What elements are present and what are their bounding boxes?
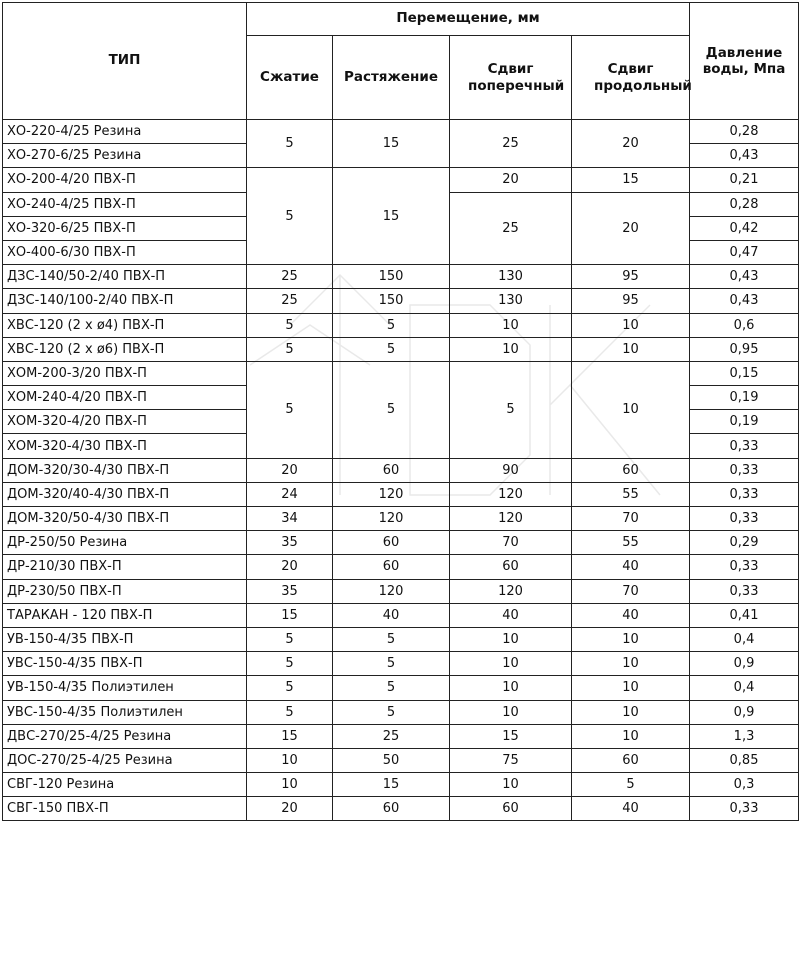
pressure-cell: 0,33 [690, 482, 799, 506]
shear-longitudinal-cell: 60 [572, 748, 690, 772]
pressure-cell: 0,15 [690, 361, 799, 385]
tension-cell: 5 [333, 337, 450, 361]
pressure-cell: 0,4 [690, 676, 799, 700]
compression-cell: 5 [247, 337, 333, 361]
table-row [3, 797, 799, 821]
pressure-cell: 0,42 [690, 216, 799, 240]
shear-transverse-cell: 120 [450, 507, 572, 531]
pressure-cell: 1,3 [690, 724, 799, 748]
table-row [3, 603, 799, 627]
compression-cell: 35 [247, 531, 333, 555]
table-row [3, 555, 799, 579]
header-tension: Растяжение [333, 36, 450, 120]
type-cell: ДВС-270/25-4/25 Резина [3, 724, 247, 748]
displacement-table [2, 2, 799, 821]
compression-cell: 24 [247, 482, 333, 506]
shear-longitudinal-cell: 40 [572, 603, 690, 627]
compression-cell: 10 [247, 773, 333, 797]
table-row [3, 652, 799, 676]
pressure-cell: 0,47 [690, 240, 799, 264]
shear-transverse-cell: 20 [450, 168, 572, 192]
table-row [3, 458, 799, 482]
table-row [3, 265, 799, 289]
shear-transverse-cell: 10 [450, 627, 572, 651]
shear-longitudinal-cell: 70 [572, 579, 690, 603]
type-cell: ХО-200-4/20 ПВХ-П [3, 168, 247, 192]
type-cell: УВС-150-4/35 ПВХ-П [3, 652, 247, 676]
tension-cell: 50 [333, 748, 450, 772]
compression-cell: 20 [247, 458, 333, 482]
shear-longitudinal-cell: 10 [572, 724, 690, 748]
shear-transverse-cell: 90 [450, 458, 572, 482]
compression-cell: 10 [247, 748, 333, 772]
shear-longitudinal-cell: 5 [572, 773, 690, 797]
shear-transverse-cell: 10 [450, 700, 572, 724]
shear-transverse-cell: 25 [450, 192, 572, 265]
compression-cell: 5 [247, 627, 333, 651]
table-row [3, 120, 799, 144]
pressure-cell: 0,4 [690, 627, 799, 651]
type-cell: ХО-400-6/30 ПВХ-П [3, 240, 247, 264]
shear-transverse-cell: 25 [450, 120, 572, 168]
tension-cell: 5 [333, 627, 450, 651]
shear-transverse-cell: 10 [450, 773, 572, 797]
compression-cell: 25 [247, 289, 333, 313]
table-row [3, 773, 799, 797]
shear-transverse-cell: 60 [450, 555, 572, 579]
type-cell: ХО-240-4/25 ПВХ-П [3, 192, 247, 216]
shear-longitudinal-cell: 95 [572, 265, 690, 289]
type-cell: ДОМ-320/50-4/30 ПВХ-П [3, 507, 247, 531]
pressure-cell: 0,33 [690, 458, 799, 482]
shear-longitudinal-cell: 40 [572, 797, 690, 821]
type-cell: ДОС-270/25-4/25 Резина [3, 748, 247, 772]
pressure-cell: 0,43 [690, 289, 799, 313]
shear-longitudinal-cell: 10 [572, 700, 690, 724]
shear-longitudinal-cell: 55 [572, 531, 690, 555]
type-cell: ДР-230/50 ПВХ-П [3, 579, 247, 603]
pressure-cell: 0,29 [690, 531, 799, 555]
tension-cell: 5 [333, 652, 450, 676]
tension-cell: 5 [333, 676, 450, 700]
pressure-cell: 0,85 [690, 748, 799, 772]
pressure-cell: 0,41 [690, 603, 799, 627]
shear-transverse-cell: 10 [450, 676, 572, 700]
shear-transverse-cell: 70 [450, 531, 572, 555]
table-row [3, 676, 799, 700]
type-cell: ХО-270-6/25 Резина [3, 144, 247, 168]
tension-cell: 120 [333, 579, 450, 603]
pressure-cell: 0,9 [690, 652, 799, 676]
shear-transverse-cell: 120 [450, 579, 572, 603]
table-row [3, 482, 799, 506]
pressure-cell: 0,21 [690, 168, 799, 192]
pressure-cell: 0,33 [690, 507, 799, 531]
table-row [3, 748, 799, 772]
type-cell: ХОМ-200-3/20 ПВХ-П [3, 361, 247, 385]
tension-cell: 150 [333, 289, 450, 313]
type-cell: ДР-250/50 Резина [3, 531, 247, 555]
pressure-cell: 0,95 [690, 337, 799, 361]
tension-cell: 60 [333, 555, 450, 579]
tension-cell: 60 [333, 797, 450, 821]
shear-transverse-cell: 130 [450, 265, 572, 289]
pressure-cell: 0,3 [690, 773, 799, 797]
type-cell: ХВС-120 (2 х ø4) ПВХ-П [3, 313, 247, 337]
header-compression: Сжатие [247, 36, 333, 120]
tension-cell: 60 [333, 458, 450, 482]
compression-cell: 5 [247, 120, 333, 168]
type-cell: СВГ-120 Резина [3, 773, 247, 797]
type-cell: ХВС-120 (2 х ø6) ПВХ-П [3, 337, 247, 361]
shear-transverse-cell: 60 [450, 797, 572, 821]
shear-longitudinal-cell: 10 [572, 361, 690, 458]
shear-longitudinal-cell: 60 [572, 458, 690, 482]
shear-longitudinal-cell: 15 [572, 168, 690, 192]
tension-cell: 15 [333, 168, 450, 265]
table-row [3, 627, 799, 651]
pressure-cell: 0,9 [690, 700, 799, 724]
table-row [3, 289, 799, 313]
tension-cell: 5 [333, 313, 450, 337]
table-row [3, 361, 799, 385]
shear-longitudinal-cell: 10 [572, 627, 690, 651]
tension-cell: 15 [333, 773, 450, 797]
pressure-cell: 0,19 [690, 386, 799, 410]
tension-cell: 40 [333, 603, 450, 627]
pressure-cell: 0,43 [690, 265, 799, 289]
shear-longitudinal-cell: 10 [572, 652, 690, 676]
compression-cell: 5 [247, 313, 333, 337]
table-row [3, 337, 799, 361]
type-cell: ХО-220-4/25 Резина [3, 120, 247, 144]
tension-cell: 120 [333, 482, 450, 506]
table-row [3, 507, 799, 531]
compression-cell: 5 [247, 700, 333, 724]
shear-longitudinal-cell: 20 [572, 120, 690, 168]
tension-cell: 150 [333, 265, 450, 289]
tension-cell: 120 [333, 507, 450, 531]
type-cell: УВС-150-4/35 Полиэтилен [3, 700, 247, 724]
shear-transverse-cell: 15 [450, 724, 572, 748]
table-row [3, 313, 799, 337]
type-cell: УВ-150-4/35 ПВХ-П [3, 627, 247, 651]
shear-transverse-cell: 120 [450, 482, 572, 506]
shear-transverse-cell: 75 [450, 748, 572, 772]
tension-cell: 60 [333, 531, 450, 555]
type-cell: ДЗС-140/50-2/40 ПВХ-П [3, 265, 247, 289]
header-pressure: Давление воды, Мпа [690, 3, 799, 120]
compression-cell: 5 [247, 168, 333, 265]
shear-longitudinal-cell: 10 [572, 676, 690, 700]
type-cell: ХОМ-240-4/20 ПВХ-П [3, 386, 247, 410]
table-row [3, 531, 799, 555]
shear-transverse-cell: 40 [450, 603, 572, 627]
shear-longitudinal-cell: 20 [572, 192, 690, 265]
pressure-cell: 0,19 [690, 410, 799, 434]
header-shear-transverse: Сдвиг поперечный [450, 36, 572, 120]
shear-transverse-cell: 10 [450, 337, 572, 361]
compression-cell: 35 [247, 579, 333, 603]
tension-cell: 15 [333, 120, 450, 168]
shear-longitudinal-cell: 55 [572, 482, 690, 506]
type-cell: УВ-150-4/35 Полиэтилен [3, 676, 247, 700]
type-cell: СВГ-150 ПВХ-П [3, 797, 247, 821]
compression-cell: 15 [247, 603, 333, 627]
tension-cell: 25 [333, 724, 450, 748]
pressure-cell: 0,33 [690, 797, 799, 821]
type-cell: ТАРАКАН - 120 ПВХ-П [3, 603, 247, 627]
type-cell: ХОМ-320-4/30 ПВХ-П [3, 434, 247, 458]
header-type: ТИП [3, 3, 247, 120]
table-row [3, 579, 799, 603]
pressure-cell: 0,6 [690, 313, 799, 337]
shear-transverse-cell: 10 [450, 652, 572, 676]
compression-cell: 5 [247, 676, 333, 700]
compression-cell: 20 [247, 797, 333, 821]
compression-cell: 15 [247, 724, 333, 748]
table-row [3, 168, 799, 192]
tension-cell: 5 [333, 361, 450, 458]
table-row [3, 700, 799, 724]
shear-longitudinal-cell: 10 [572, 337, 690, 361]
type-cell: ХОМ-320-4/20 ПВХ-П [3, 410, 247, 434]
compression-cell: 5 [247, 361, 333, 458]
tension-cell: 5 [333, 700, 450, 724]
type-cell: ХО-320-6/25 ПВХ-П [3, 216, 247, 240]
shear-transverse-cell: 5 [450, 361, 572, 458]
shear-longitudinal-cell: 40 [572, 555, 690, 579]
shear-longitudinal-cell: 10 [572, 313, 690, 337]
shear-transverse-cell: 130 [450, 289, 572, 313]
pressure-cell: 0,33 [690, 579, 799, 603]
compression-cell: 25 [247, 265, 333, 289]
header-displacement: Перемещение, мм [247, 3, 690, 36]
shear-longitudinal-cell: 95 [572, 289, 690, 313]
pressure-cell: 0,33 [690, 555, 799, 579]
header-shear-longitudinal: Сдвиг продольный [572, 36, 690, 120]
pressure-cell: 0,43 [690, 144, 799, 168]
type-cell: ДОМ-320/30-4/30 ПВХ-П [3, 458, 247, 482]
type-cell: ДЗС-140/100-2/40 ПВХ-П [3, 289, 247, 313]
table-row [3, 724, 799, 748]
type-cell: ДОМ-320/40-4/30 ПВХ-П [3, 482, 247, 506]
compression-cell: 34 [247, 507, 333, 531]
compression-cell: 5 [247, 652, 333, 676]
pressure-cell: 0,28 [690, 192, 799, 216]
shear-transverse-cell: 10 [450, 313, 572, 337]
pressure-cell: 0,28 [690, 120, 799, 144]
shear-longitudinal-cell: 70 [572, 507, 690, 531]
compression-cell: 20 [247, 555, 333, 579]
type-cell: ДР-210/30 ПВХ-П [3, 555, 247, 579]
pressure-cell: 0,33 [690, 434, 799, 458]
